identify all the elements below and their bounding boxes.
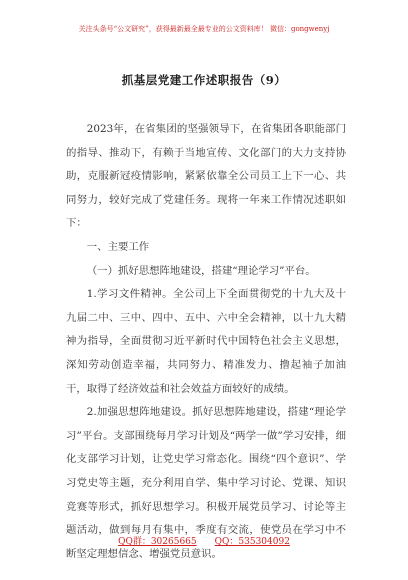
document-body	[66, 118, 346, 566]
footer-qq-group: QQ群：30265665	[118, 537, 197, 547]
page-footer	[0, 534, 408, 547]
paragraph-intro: 2023年，在省集团的坚强领导下，在省集团各职能部门的指导、推动下，有赖于当地宣传、文化部门的大力支持协助，克服新冠疫情影响，紧紧依靠全公司员工上下一心、共同努力，较好完成了党建任务。现将一年来工作情况述职如下：	[66, 123, 346, 230]
paragraph-ideology-construction: 2.加强思想阵地建设。抓好思想阵地建设，搭建“理论学习”平台。支部围绕每月学习计划及“两学一做”学习安排，细化支部学习计划，让党史学习常态化。围绕“四个意识”、学习党史等主题，充分利用自学、集中学习讨论、党课、知识竞赛等形式，抓好思想学习。积极开展党员学习、讨论等主题活动，做到每月有集中，季度有交流，使党员在学习中不断坚定理想信念、增强党员意识。	[66, 406, 346, 560]
page-header-banner: 关注头条号“公文研究”，获得最新最全最专业的公文资料库！ 微信：gongwenyj	[78, 25, 330, 33]
section-heading-main-work: 一、主要工作	[86, 240, 150, 253]
footer-qq-contact: QQ：535304092	[214, 537, 290, 547]
paragraph-study-documents: 1.学习文件精神。全公司上下全面贯彻党的十九大及十九届二中、三中、四中、五中、六中全会精神，以十九大精神为指导，全面贯彻习近平新时代中国特色社会主义思想，深知劳动创造幸福，共同努力、精准发力、撸起袖子加油干，取得了经济效益和社会效益方面较好的成绩。	[66, 288, 346, 395]
subsection-heading-ideology: （一）抓好思想阵地建设，搭建“理论学习”平台。	[86, 264, 316, 277]
document-title: 抓基层党建工作述职报告（9）	[121, 73, 287, 87]
